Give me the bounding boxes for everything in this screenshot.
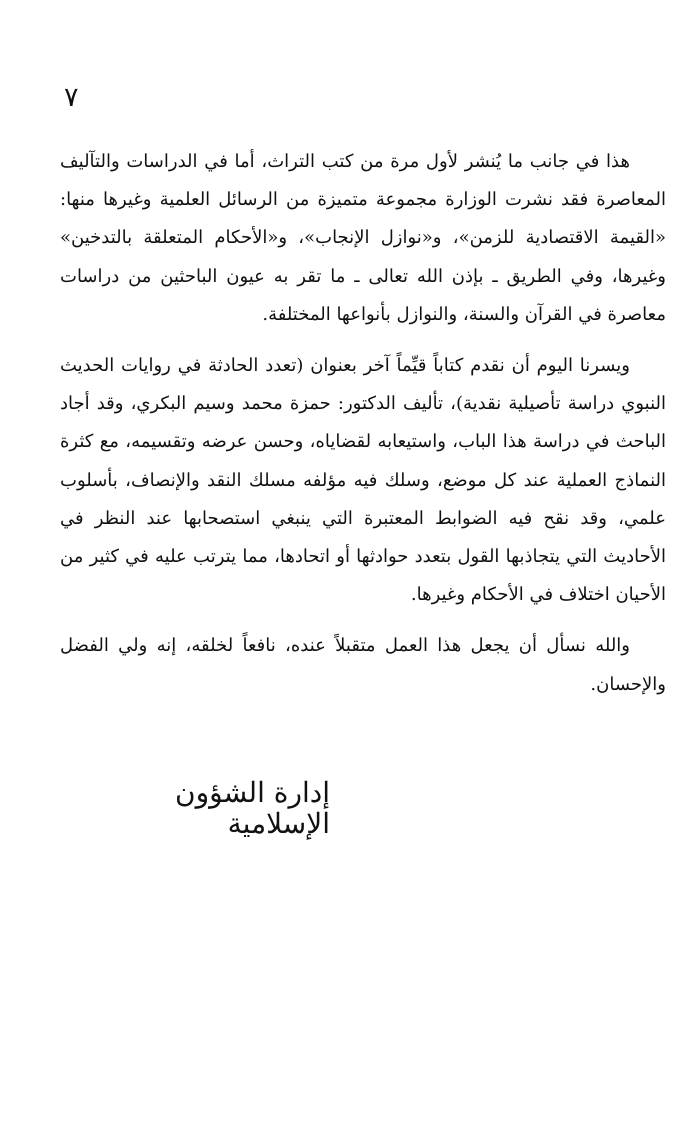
body-text [60, 143, 666, 717]
signature: إدارة الشؤون الإسلامية [175, 776, 330, 840]
paragraph-2: ويسرنا اليوم أن نقدم كتاباً قيِّماً آخر بعنوان (تعدد الحادثة في روايات الحديث النبوي دراسة تأصيلية نقدية)، تأليف الدكتور: حمزة محمد وسيم البكري، وقد أجاد الباحث في دراسة هذا الباب، واستيعابه لقضاياه، وحسن عرضه وتقسيمه، مع كثرة النماذج العملية عند كل موضع، وسلك فيه مؤلفه مسلك النقد والإنصاف، بأسلوب علمي، وقد نقح فيه الضوابط المعتبرة التي ينبغي استصحابها عند النظر في الأحاديث التي يتجاذبها القول بتعدد حوادثها أو اتحادها، مما يترتب عليه في كثير من الأحيان اختلاف في الأحكام وغيرها. [60, 355, 666, 606]
paragraph-1: هذا في جانب ما يُنشر لأول مرة من كتب التراث، أما في الدراسات والتآليف المعاصرة فقد نشرت الوزارة مجموعة متميزة من الرسائل العلمية وغيرها منها: «القيمة الاقتصادية للزمن»، و«نوازل الإنجاب»، و«الأحكام المتعلقة بالتدخين» وغيرها، وفي الطريق ـ بإذن الله تعالى ـ ما تقر به عيون الباحثين من دراسات معاصرة في القرآن والسنة، والنوازل بأنواعها المختلفة. [60, 151, 666, 325]
paragraph-3: والله نسأل أن يجعل هذا العمل متقبلاً عنده، نافعاً لخلقه، إنه ولي الفضل والإحسان. [60, 635, 666, 695]
page-number: ٧ [64, 82, 79, 113]
